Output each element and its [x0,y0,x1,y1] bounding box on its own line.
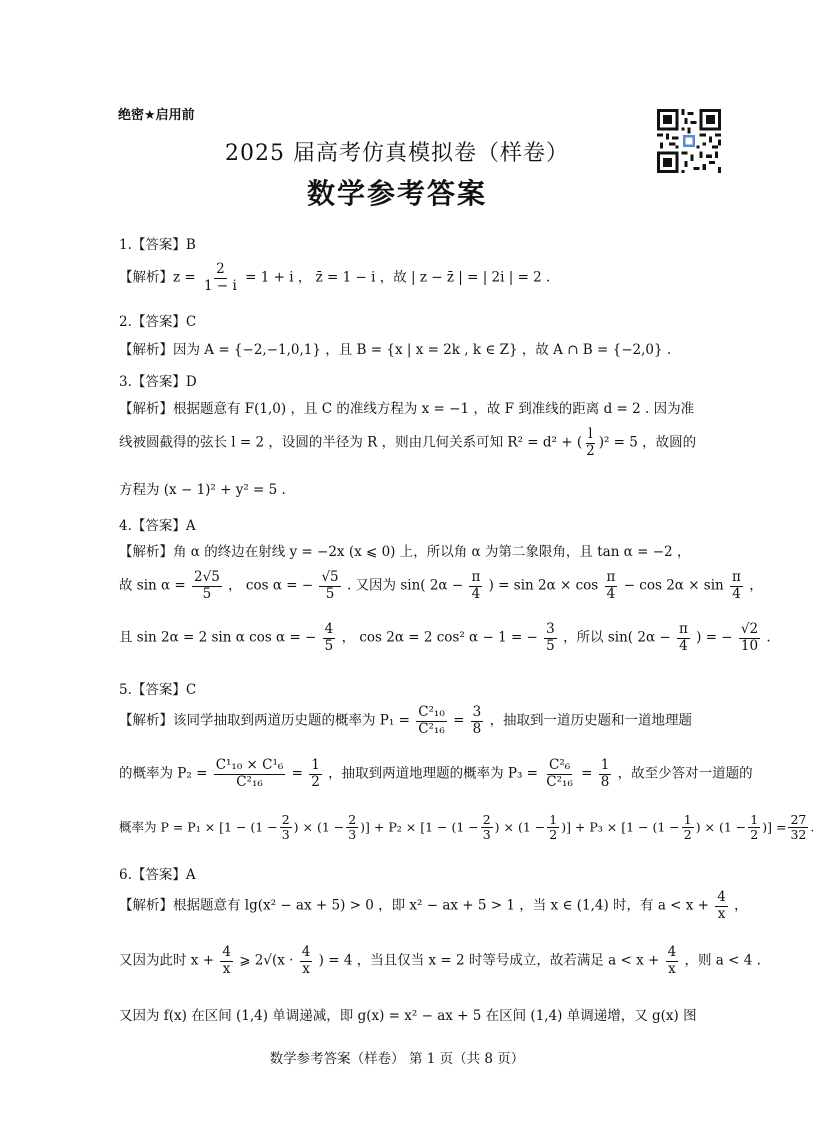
q3-analysis-line2: 线被圆截得的弦长 l = 2 ，设圆的半径为 R ，则由几何关系可知 R² = d² + ( $\frac{l}{2}$ )² = 5 ，故圆的 [119,426,697,459]
answer-key-title: 数学参考答案 [306,177,487,210]
q5-analysis-line2: 的概率为 P₂ = $\frac{\text{C¹₁₀ × C¹₆}}{\text{C²₁₆}}$ = $\frac{1}{2}$ ，抽取到两道地理题的概率为 P₃ = $\frac{\text{C²₆}}{\text{C²₁₆}}$ = $\frac{1}{8}$ ，故至少答对一道题的 [119,757,753,790]
q4-analysis-line3: 且 sin 2α = 2 sin α cos α = − $\frac{4}{5}$ ， cos 2α = 2 cos² α − 1 = − $\frac{3}{5}$ ，所以 sin( 2α − $\frac{\pi}{4}$ ) = − $\frac{√2}{10}$ . [119,621,771,654]
q5-answer: 5.【答案】C [119,682,197,698]
q6-analysis-line3: 又因为 f(x) 在区间 (1,4) 单调递减，即 g(x) = x² − ax + 5 在区间 (1,4) 单调递增，又 g(x) 图 [119,1008,697,1024]
q3-analysis-line1: 【解析】根据题意有 F(1,0) ，且 C 的准线方程为 x = −1 ，故 F 到准线的距离 d = 2 . 因为准 [119,401,695,417]
q4-answer: 4.【答案】A [119,518,196,534]
q3-analysis-line3: 方程为 (x − 1)² + y² = 5 . [119,482,286,498]
q2-answer: 2.【答案】C [119,314,197,330]
q6-analysis-line2: 又因为此时 x + $\frac{4}{x}$ ⩾ 2√(x · $\frac{4}{x}$ ) = 4 ，当且仅当 x = 2 时等号成立，故若满足 a < x + $\frac{4}{x}$ ，则 a < 4 . [119,944,761,977]
q5-analysis-line1: 【解析】该同学抽取到两道历史题的概率为 P₁ = $\frac{\text{C²₁₀}}{\text{C²₁₆}}$ = $\frac{3}{8}$ ，抽取到一道历史题和一道地理题 [119,704,693,737]
q1-answer: 1.【答案】B [119,237,196,253]
page-footer: 数学参考答案（样卷） 第 1 页（共 8 页） [269,1051,525,1067]
q3-answer: 3.【答案】D [119,374,197,390]
q4-analysis-line1: 【解析】角 α 的终边在射线 y = −2x (x ⩽ 0) 上，所以角 α 为第二象限角，且 tan α = −2 ， [119,544,691,560]
q6-analysis-line1: 【解析】根据题意有 lg(x² − ax + 5) > 0 ，即 x² − ax + 5 > 1 ，当 x ∈ (1,4) 时，有 a < x + $\frac{4}{x}$ ， [119,889,748,922]
qr-code-icon [657,109,721,173]
q5-analysis-line3: 概率为 P = P₁ × [1 − (1 − $\frac{2}{3}$ ) × (1 − $\frac{2}{3}$ )] + P₂ × [1 − (1 − $\frac{2}{3}$ ) × (1 − $\frac{1}{2}$ )] + P₃ × [1 − (1 − $\frac{1}{2}$ ) × (1 − $\frac{1}{2}$ )] = $\frac{27}{32}$ . [119,812,814,843]
exam-title: 2025 届高考仿真模拟卷（样卷） [225,141,569,166]
q4-analysis-line2: 故 sin α = $\frac{2√5}{5}$ ， cos α = − $\frac{√5}{5}$ . 又因为 sin( 2α − $\frac{\pi}{4}$ ) = sin 2α × cos $\frac{\pi}{4}$ − cos 2α × sin $\frac{\pi}{4}$ ， [119,569,763,602]
q2-analysis: 【解析】因为 A = {−2,−1,0,1} ，且 B = {x | x = 2k , k ∈ Z} ，故 A ∩ B = {−2,0} . [119,342,672,358]
q6-answer: 6.【答案】A [119,867,196,883]
fraction: $\frac{2}{1 - i}$ [204,261,237,294]
confidential-label: 绝密★启用前 [118,108,195,123]
q1-analysis: 【解析】z = $\frac{2}{1 - i}$ = 1 + i ， z̄ = 1 − i ，故 | z − z̄ | = | 2i | = 2 . [119,261,551,294]
